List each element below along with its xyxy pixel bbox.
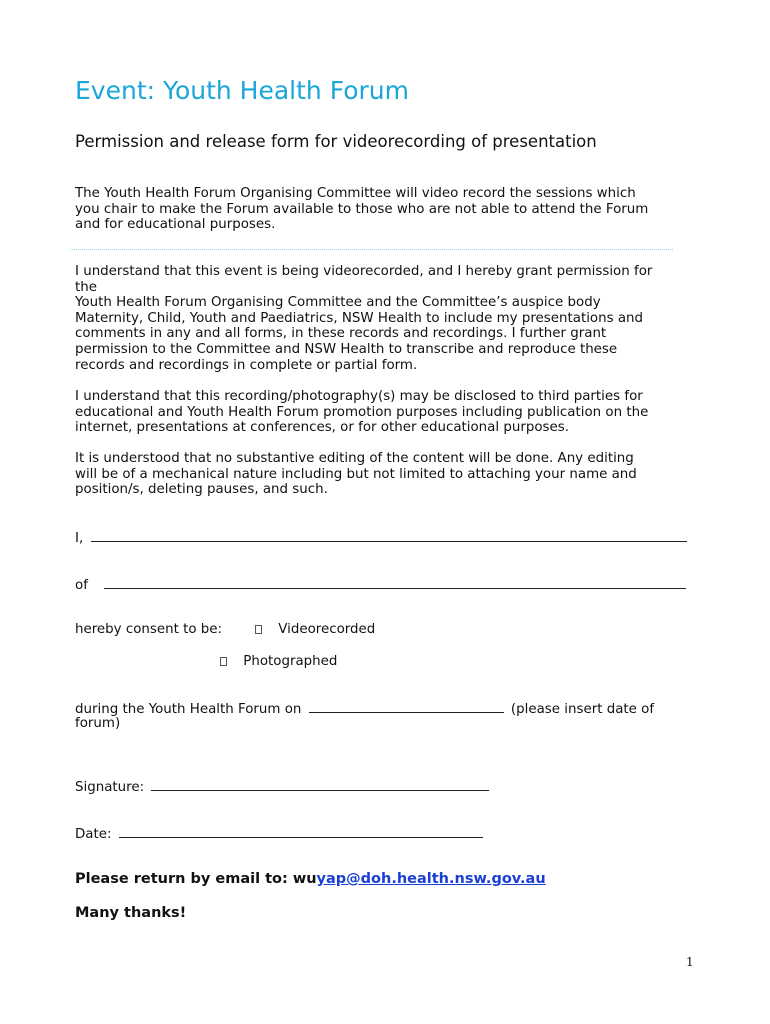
permission-line: Youth Health Forum Organising Committee and the Committee’s auspice body [75, 295, 601, 311]
disclosure-paragraph [75, 389, 695, 436]
disclosure-line: educational and Youth Health Forum promotion purposes including publication on the [75, 404, 649, 420]
photographed-option[interactable] [220, 654, 337, 670]
permission-line: permission to the Committee and NSW Health to transcribe and reproduce these [75, 341, 618, 357]
photographed-label: Photographed [243, 654, 338, 669]
forum-date-hint-row [75, 716, 120, 732]
name-field-row [75, 529, 687, 547]
return-email-link[interactable]: yap@doh.health.nsw.gov.au [316, 871, 546, 887]
consent-row [75, 622, 222, 638]
during-label: during the Youth Health Forum on [75, 702, 302, 717]
of-label: of [75, 578, 88, 593]
date-hint: (please insert date of [510, 702, 655, 717]
videorecorded-checkbox[interactable] [255, 625, 262, 634]
consent-label: hereby consent to be: [75, 622, 223, 637]
videorecorded-label: Videorecorded [278, 622, 376, 637]
name-label: I, [75, 531, 84, 546]
date-hint-continued: forum) [75, 716, 121, 731]
return-instruction [75, 871, 546, 887]
editing-line: position/s, deleting pauses, and such. [75, 482, 328, 498]
page-title: Event: Youth Health Forum [75, 76, 409, 105]
signature-label: Signature: [75, 780, 145, 795]
date-row [75, 825, 483, 843]
permission-line: the [75, 279, 97, 295]
forum-date-row [75, 700, 654, 718]
permission-paragraph [75, 264, 695, 373]
page-number: 1 [686, 955, 694, 969]
forum-date-input-line[interactable] [309, 700, 504, 713]
disclosure-line: internet, presentations at conferences, or for other educational purposes. [75, 420, 569, 436]
permission-line: comments in any and all forms, in these records and recordings. I further grant [75, 326, 607, 342]
date-input-line[interactable] [119, 825, 483, 838]
of-field-row [75, 576, 686, 594]
intro-paragraph [75, 186, 695, 233]
return-text: Please return by email to: wu [75, 871, 317, 887]
editing-line: will be of a mechanical nature including but not limited to attaching your name and [75, 466, 637, 482]
photographed-checkbox[interactable] [220, 657, 227, 666]
form-subtitle: Permission and release form for videorecording of presentation [75, 132, 597, 151]
permission-line: records and recordings in complete or partial form. [75, 357, 418, 373]
intro-line: you chair to make the Forum available to those who are not able to attend the Forum [75, 201, 649, 217]
videorecorded-option[interactable] [255, 622, 375, 638]
closing-thanks: Many thanks! [75, 905, 187, 921]
intro-line: The Youth Health Forum Organising Committee will video record the sessions which [75, 186, 636, 201]
intro-line: and for educational purposes. [75, 217, 276, 233]
name-input-line[interactable] [91, 529, 687, 542]
section-divider [70, 249, 673, 250]
of-input-line[interactable] [104, 576, 686, 589]
permission-line: Maternity, Child, Youth and Paediatrics, NSW Health to include my presentations and [75, 310, 644, 326]
permission-line: I understand that this event is being videorecorded, and I hereby grant permission for [75, 264, 653, 279]
editing-line: It is understood that no substantive editing of the content will be done. Any editing [75, 451, 634, 466]
signature-row [75, 778, 489, 796]
disclosure-line: I understand that this recording/photography(s) may be disclosed to third parties for [75, 389, 643, 404]
date-label: Date: [75, 827, 112, 842]
signature-input-line[interactable] [151, 778, 489, 791]
editing-paragraph [75, 451, 695, 498]
